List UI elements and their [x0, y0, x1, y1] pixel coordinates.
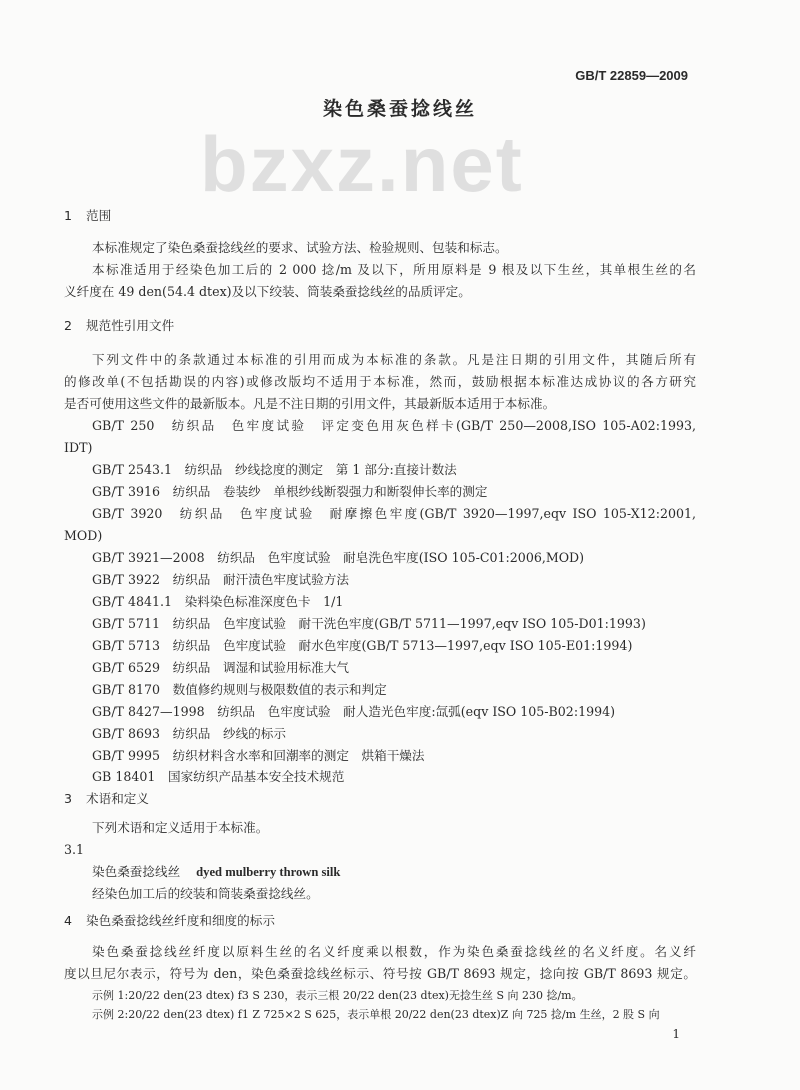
- watermark: bzxz.net: [200, 120, 524, 208]
- reference-item: GB/T 3920 纺织品 色牢度试验 耐摩擦色牢度(GB/T 3920—1997,eqv ISO 105-X12:2001,: [92, 506, 696, 521]
- paragraph-line: 下列文件中的条款通过本标准的引用而成为本标准的条款。凡是注日期的引用文件，其随后所有: [92, 352, 696, 367]
- page-number: 1: [672, 1027, 680, 1041]
- reference-item-cont: MOD): [64, 528, 103, 543]
- paragraph-line: 义纤度在 49 den(54.4 dtex)及以下绞装、筒装桑蚕捻线丝的品质评定。: [64, 284, 471, 299]
- reference-item: GB/T 3922 纺织品 耐汗渍色牢度试验方法: [92, 572, 349, 587]
- section-heading-3: [64, 791, 149, 807]
- section-heading-1: [64, 208, 111, 224]
- reference-item: GB/T 8427—1998 纺织品 色牢度试验 耐人造光色牢度:氙弧(eqv ISO 105-B02:1994): [92, 704, 616, 719]
- reference-item: GB/T 3921—2008 纺织品 色牢度试验 耐皂洗色牢度(ISO 105-C01:2006,MOD): [92, 550, 585, 565]
- reference-item: GB/T 5711 纺织品 色牢度试验 耐干洗色牢度(GB/T 5711—1997,eqv ISO 105-D01:1993): [92, 616, 646, 631]
- reference-item-cont: IDT): [64, 440, 93, 455]
- paragraph-line: 度以旦尼尔表示，符号为 den，染色桑蚕捻线丝标示、符号按 GB/T 8693 规定，捻向按 GB/T 8693 规定。: [64, 966, 696, 981]
- section-heading-2: [64, 318, 174, 334]
- paragraph-line: 是否可使用这些文件的最新版本。凡是不注日期的引用文件，其最新版本适用于本标准。: [64, 396, 556, 411]
- standard-code: GB/T 22859—2009: [575, 68, 688, 83]
- section-heading-4: [64, 913, 275, 929]
- section-title: 规范性引用文件: [86, 318, 175, 333]
- paragraph-line: 本标准规定了染色桑蚕捻线丝的要求、试验方法、检验规则、包装和标志。: [92, 240, 508, 255]
- reference-item: GB 18401 国家纺织产品基本安全技术规范: [92, 769, 345, 784]
- section-number: 3: [64, 791, 73, 806]
- reference-item: GB/T 5713 纺织品 色牢度试验 耐水色牢度(GB/T 5713—1997,eqv ISO 105-E01:1994): [92, 638, 633, 653]
- document-title: 染色桑蚕捻线丝: [322, 98, 477, 120]
- example-line: 示例 2:20/22 den(23 dtex) f1 Z 725×2 S 625，表示单根 20/22 den(23 dtex)Z 向 725 捻/m 生丝，2 股 S 向: [92, 1008, 660, 1021]
- example-line: 示例 1:20/22 den(23 dtex) f3 S 230，表示三根 20/22 den(23 dtex)无捻生丝 S 向 230 捻/m。: [92, 989, 583, 1002]
- reference-item: GB/T 2543.1 纺织品 纱线捻度的测定 第 1 部分:直接计数法: [92, 462, 457, 477]
- reference-item: GB/T 8170 数值修约规则与极限数值的表示和判定: [92, 682, 387, 697]
- reference-item: GB/T 4841.1 染料染色标准深度色卡 1/1: [92, 594, 344, 609]
- paragraph-line: 本标准适用于经染色加工后的 2 000 捻/m 及以下，所用原料是 9 根及以下生丝，其单根生丝的名: [92, 262, 696, 277]
- section-title: 范围: [86, 208, 112, 223]
- term-english: dyed mulberry thrown silk: [196, 865, 341, 879]
- section-number: 2: [64, 318, 73, 333]
- section-title: 染色桑蚕捻线丝纤度和细度的标示: [86, 913, 275, 928]
- reference-item: GB/T 9995 纺织材料含水率和回潮率的测定 烘箱干燥法: [92, 748, 425, 763]
- reference-item: GB/T 250 纺织品 色牢度试验 评定变色用灰色样卡(GB/T 250—2008,ISO 105-A02:1993,: [92, 418, 696, 433]
- section-title: 术语和定义: [86, 791, 149, 806]
- section-number: 4: [64, 913, 73, 928]
- reference-item: GB/T 8693 纺织品 纱线的标示: [92, 726, 286, 741]
- term-entry: [92, 864, 340, 880]
- paragraph-line: 下列术语和定义适用于本标准。: [92, 820, 269, 835]
- paragraph-line: 的修改单(不包括勘误的内容)或修改版均不适用于本标准，然而，鼓励根据本标准达成协议的各方研究: [64, 374, 696, 389]
- reference-item: GB/T 3916 纺织品 卷装纱 单根纱线断裂强力和断裂伸长率的测定: [92, 484, 488, 499]
- section-number: 1: [64, 208, 73, 223]
- subsection-number: 3.1: [64, 842, 85, 857]
- reference-item: GB/T 6529 纺织品 调湿和试验用标准大气: [92, 660, 349, 675]
- paragraph-line: 染色桑蚕捻线丝纤度以原料生丝的名义纤度乘以根数，作为染色桑蚕捻线丝的名义纤度。名义纤: [92, 944, 696, 959]
- term-chinese: 染色桑蚕捻线丝: [92, 864, 181, 879]
- term-definition: 经染色加工后的绞装和筒装桑蚕捻线丝。: [92, 886, 319, 901]
